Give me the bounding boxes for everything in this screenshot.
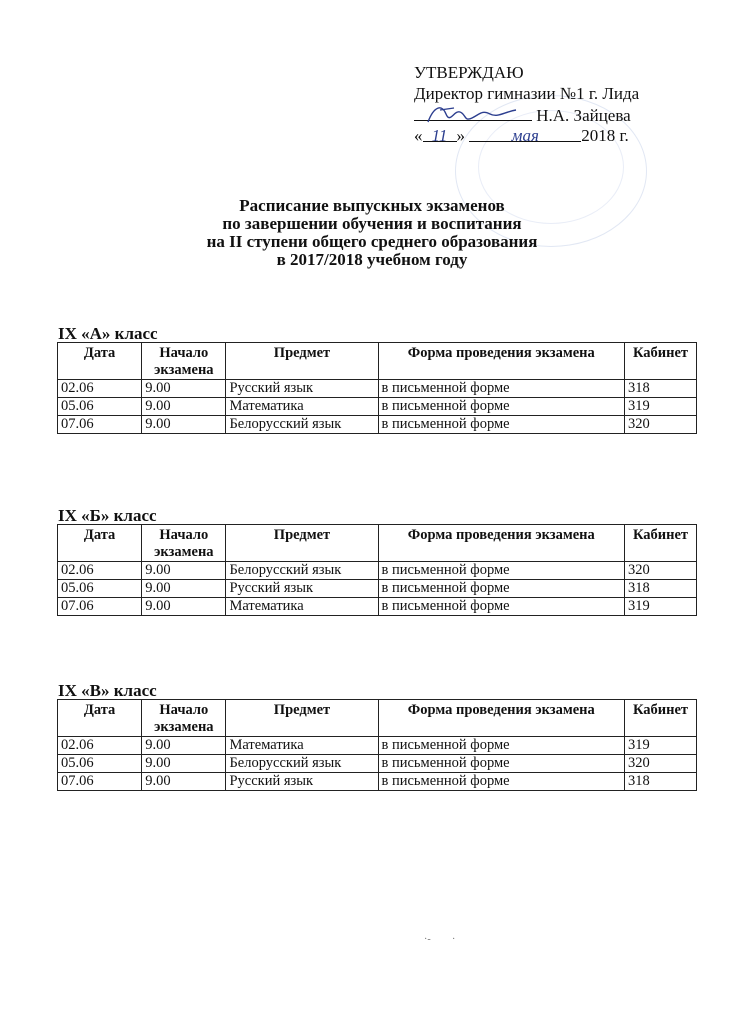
cell-start: 9.00 xyxy=(142,380,226,398)
table-header-row xyxy=(58,700,697,737)
cell-room: 318 xyxy=(625,773,697,791)
document-title-line-4: в 2017/2018 учебном году xyxy=(276,250,468,269)
header-form: Форма проведения экзамена xyxy=(378,525,625,562)
approval-date-month: мая xyxy=(469,125,581,142)
cell-start: 9.00 xyxy=(142,737,226,755)
cell-room: 318 xyxy=(625,580,697,598)
cell-start: 9.00 xyxy=(142,562,226,580)
cell-start: 9.00 xyxy=(142,416,226,434)
cell-subject: Белорусский язык xyxy=(226,755,378,773)
cell-room: 320 xyxy=(625,562,697,580)
header-start-line-2: экзамена xyxy=(154,362,214,378)
class-heading-a: IX «А» класс xyxy=(58,324,158,343)
approval-date-day: 11 xyxy=(423,125,457,142)
table-row xyxy=(58,416,697,434)
class-heading-v: IX «В» класс xyxy=(58,681,157,700)
cell-subject: Математика xyxy=(226,598,378,616)
header-room: Кабинет xyxy=(625,343,697,380)
cell-form: в письменной форме xyxy=(378,598,625,616)
approval-position: Директор гимназии №1 г. Лида xyxy=(414,84,640,103)
cell-date: 05.06 xyxy=(58,580,142,598)
schedule-table-v xyxy=(57,699,697,791)
table-header-row xyxy=(58,525,697,562)
cell-date: 05.06 xyxy=(58,398,142,416)
document-title xyxy=(0,197,744,269)
header-subject: Предмет xyxy=(226,700,378,737)
cell-date: 07.06 xyxy=(58,598,142,616)
header-room: Кабинет xyxy=(625,700,697,737)
header-room: Кабинет xyxy=(625,525,697,562)
header-date: Дата xyxy=(58,343,142,380)
cell-form: в письменной форме xyxy=(378,737,625,755)
cell-date: 02.06 xyxy=(58,562,142,580)
header-form: Форма проведения экзамена xyxy=(378,343,625,380)
scan-speck: ·- xyxy=(424,934,431,945)
document-title-line-1: Расписание выпускных экзаменов xyxy=(239,196,505,215)
cell-subject: Русский язык xyxy=(226,580,378,598)
cell-room: 319 xyxy=(625,398,697,416)
header-subject: Предмет xyxy=(226,343,378,380)
cell-room: 319 xyxy=(625,598,697,616)
table-row xyxy=(58,580,697,598)
approval-heading: УТВЕРЖДАЮ xyxy=(414,63,524,82)
cell-date: 02.06 xyxy=(58,380,142,398)
cell-form: в письменной форме xyxy=(378,580,625,598)
header-date: Дата xyxy=(58,700,142,737)
cell-form: в письменной форме xyxy=(378,773,625,791)
table-row xyxy=(58,398,697,416)
cell-room: 320 xyxy=(625,416,697,434)
handwritten-signature xyxy=(420,100,530,130)
cell-date: 07.06 xyxy=(58,773,142,791)
cell-date: 05.06 xyxy=(58,755,142,773)
header-start-line-1: Начало xyxy=(159,345,209,361)
cell-room: 318 xyxy=(625,380,697,398)
cell-subject: Русский язык xyxy=(226,380,378,398)
header-start-line-2: экзамена xyxy=(154,544,214,560)
document-title-line-2: по завершении обучения и воспитания xyxy=(222,214,522,233)
schedule-table-a xyxy=(57,342,697,434)
table-row xyxy=(58,562,697,580)
cell-start: 9.00 xyxy=(142,398,226,416)
approval-date-year: 2018 г. xyxy=(581,126,629,145)
header-start-line-1: Начало xyxy=(159,702,209,718)
scan-speck: · xyxy=(452,934,456,945)
cell-start: 9.00 xyxy=(142,773,226,791)
header-subject: Предмет xyxy=(226,525,378,562)
table-row xyxy=(58,755,697,773)
cell-subject: Русский язык xyxy=(226,773,378,791)
cell-start: 9.00 xyxy=(142,598,226,616)
cell-subject: Математика xyxy=(226,737,378,755)
cell-date: 07.06 xyxy=(58,416,142,434)
cell-form: в письменной форме xyxy=(378,416,625,434)
cell-start: 9.00 xyxy=(142,755,226,773)
cell-date: 02.06 xyxy=(58,737,142,755)
cell-subject: Математика xyxy=(226,398,378,416)
schedule-table-b xyxy=(57,524,697,616)
table-row xyxy=(58,773,697,791)
table-row xyxy=(58,737,697,755)
approval-date-line: « 11 » мая 2018 г. xyxy=(414,126,629,145)
cell-subject: Белорусский язык xyxy=(226,416,378,434)
cell-form: в письменной форме xyxy=(378,380,625,398)
header-start xyxy=(142,700,226,737)
class-heading-b: IX «Б» класс xyxy=(58,506,157,525)
cell-start: 9.00 xyxy=(142,580,226,598)
header-form: Форма проведения экзамена xyxy=(378,700,625,737)
header-start-line-2: экзамена xyxy=(154,719,214,735)
cell-room: 319 xyxy=(625,737,697,755)
cell-room: 320 xyxy=(625,755,697,773)
cell-form: в письменной форме xyxy=(378,562,625,580)
table-row xyxy=(58,598,697,616)
table-row xyxy=(58,380,697,398)
cell-form: в письменной форме xyxy=(378,755,625,773)
document-title-line-3: на II ступени общего среднего образования xyxy=(206,232,538,251)
table-header-row xyxy=(58,343,697,380)
approval-signatory: Н.А. Зайцева xyxy=(536,106,631,125)
header-date: Дата xyxy=(58,525,142,562)
header-start xyxy=(142,525,226,562)
header-start xyxy=(142,343,226,380)
header-start-line-1: Начало xyxy=(159,527,209,543)
cell-subject: Белорусский язык xyxy=(226,562,378,580)
cell-form: в письменной форме xyxy=(378,398,625,416)
